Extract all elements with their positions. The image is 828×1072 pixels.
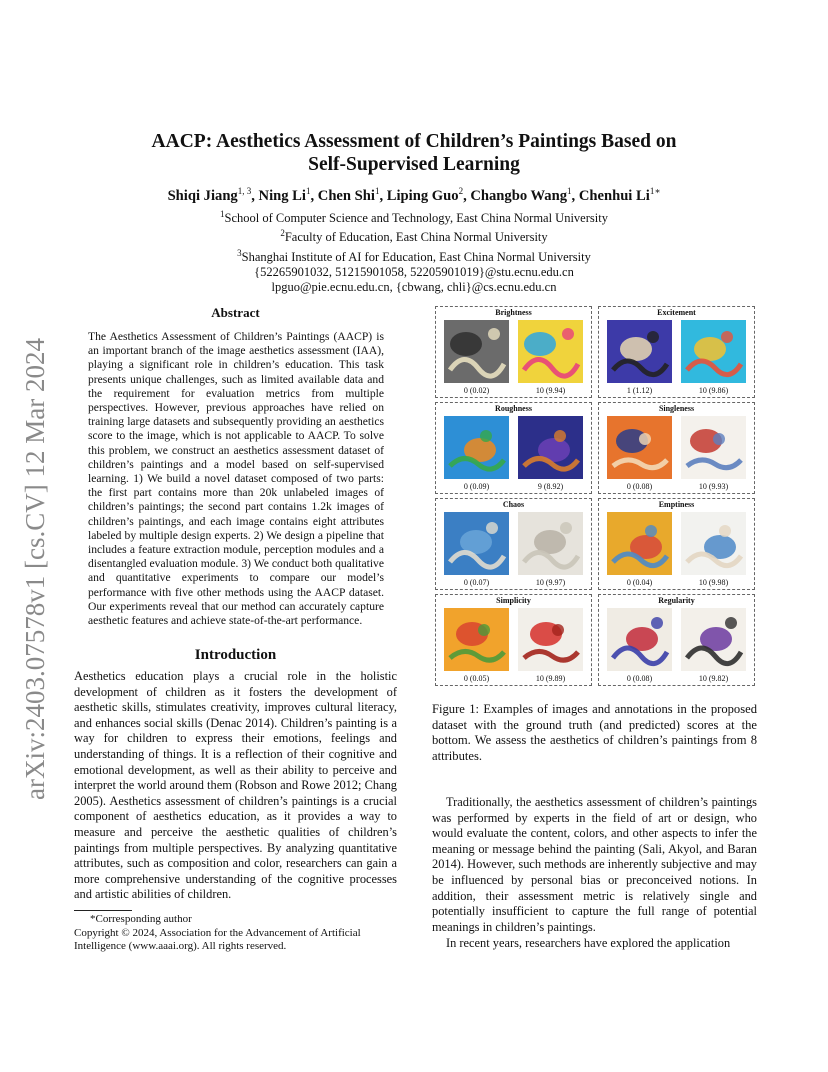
figure-panel-emptiness [598, 498, 755, 590]
panel-title: Brightness [495, 308, 532, 317]
score-label: 1 (1.12) [626, 386, 653, 395]
score-label: 0 (0.08) [626, 482, 653, 491]
affiliation: $^1$School of Computer Science and Technology, East China Normal University [220, 209, 608, 226]
panel-title: Regularity [658, 596, 695, 605]
author: Liping Guo$^2$ [386, 186, 464, 204]
score-label: 10 (9.82) [698, 674, 729, 683]
painting-thumbnail [681, 416, 746, 479]
author: Changbo Wang$^1$ [470, 186, 572, 204]
painting-thumbnail [444, 416, 509, 479]
arxiv-identifier: arXiv:2403.07578v1 [cs.CV] 12 Mar 2024 [20, 338, 50, 800]
affiliations [74, 207, 754, 295]
panel-title: Emptiness [658, 500, 695, 509]
score-label: 0 (0.02) [463, 386, 490, 395]
panel-title: Excitement [657, 308, 696, 317]
painting-thumbnail [681, 512, 746, 575]
score-label: 0 (0.09) [463, 482, 490, 491]
body-paragraph: Traditionally, the aesthetics assessment of children’s paintings was performed by experts in the field of art or design, who would evaluate the content, colors, and other aspects to infer the meaning or message behind the painting (Sali, Akyol, and Baran 2014). However, such methods are inherently subjective and may be influenced by personal bias or preconceived notions. In addition, their assessment metric is relatively single and potentially insufficient to capture the full range of potential meanings in children’s paintings. [432, 795, 757, 934]
score-label: 10 (9.97) [535, 578, 566, 587]
painting-thumbnail [607, 320, 672, 383]
score-label: 0 (0.05) [463, 674, 490, 683]
author: Ning Li$^1$ [258, 186, 311, 204]
footnote [74, 913, 397, 954]
abstract-heading: Abstract [211, 305, 260, 320]
figure-1 [435, 306, 755, 688]
title-line-1: AACP: Aesthetics Assessment of Children’s Paintings Based on [151, 131, 677, 152]
introduction-text: Aesthetics education plays a crucial role in the holistic development of children as it fosters the development of aesthetic skills, stimulates creativity, improves cultural literacy, and enhances social skills (Denac 2014). Children’s painting is a way for children to express their emotions, feelings and understanding of things. It is a reflection of their cognitive and emotional development, as well as their ability to perceive and interpret the world around them (Robson and Rowe 2012; Chang 2005). Aesthetics assessment of children’s paintings is a crucial component of aesthetics education, as it provides a way to measure and perceive the aesthetic qualities of children’s paintings from multiple perspectives. By analyzing quantitative attributes, such as composition and color, researchers can gain a more comprehensive understanding of the cognitive processes and artistic abilities of children. [74, 669, 397, 902]
email-line: {52265901032, 51215901058, 52205901019}@stu.ecnu.edu.cn [254, 265, 574, 280]
figure-panel-singleness [598, 402, 755, 494]
copyright-notice: Copyright © 2024, Association for the Advancement of Artificial Intelligence (www.aaai.org). All rights reserved. [74, 926, 361, 952]
author: Chen Shi$^1$ [317, 186, 380, 204]
introduction-heading: Introduction [194, 647, 277, 663]
score-label: 10 (9.89) [535, 674, 566, 683]
affiliation: $^2$Faculty of Education, East China Normal University [280, 228, 548, 245]
affiliation: $^3$Shanghai Institute of AI for Education, East China Normal University [237, 247, 591, 264]
figure-panel-regularity [598, 594, 755, 686]
painting-thumbnail [607, 416, 672, 479]
score-label: 9 (8.92) [537, 482, 564, 491]
score-label: 0 (0.08) [626, 674, 653, 683]
footnote-divider [74, 910, 132, 911]
painting-thumbnail [444, 608, 509, 671]
figure-panel-brightness [435, 306, 592, 398]
figure-panel-excitement [598, 306, 755, 398]
painting-thumbnail [681, 608, 746, 671]
score-label: 10 (9.86) [698, 386, 729, 395]
corresponding-author-note: *Corresponding author [90, 913, 192, 925]
author-list: Shiqi Jiang$^{1, 3}$, Ning Li$^1$, Chen Shi$^1$, Liping Guo$^2$, Changbo Wang$^1$, Chenhui $Li^{1∗}$ [167, 186, 661, 204]
painting-thumbnail [444, 320, 509, 383]
score-label: 0 (0.07) [463, 578, 490, 587]
painting-thumbnail [681, 320, 746, 383]
painting-thumbnail [518, 416, 583, 479]
score-label: 10 (9.98) [698, 578, 729, 587]
figure-panel-roughness [435, 402, 592, 494]
abstract-text: The Aesthetics Assessment of Children’s Paintings (AACP) is an important branch of the image aesthetics assessment (IAA), playing a significant role in children’s education. This task presents unique challenges, such as limited available data and the requirement for evaluation metrics from multiple perspectives. However, previous approaches have relied on training large datasets and subsequently providing an aesthetics score to the image, which is not applicable to AACP. To solve this problem, we construct an aesthetics assessment dataset of children’s paintings and a model based on self-supervised learning. 1) We build a novel dataset composed of two parts: the first part contains more than 20k unlabeled images of children’s paintings; the second part contains 1.2k images of children’s paintings, and each image contains eight attributes labeled by multiple design experts. 2) We design a pipeline that includes a feature extraction module, perception modules and a disentangled evaluation module. 3) We conduct both qualitative and quantitative experiments to compare our model’s performance with five other methods using the AACP dataset. Our experiments reveal that our method can accurately capture aesthetic features and achieve state-of-the-art performance. [88, 330, 384, 628]
title-line-2: Self-Supervised Learning [308, 154, 520, 175]
score-label: 10 (9.94) [535, 386, 566, 395]
figure-panel-chaos [435, 498, 592, 590]
painting-thumbnail [607, 608, 672, 671]
body-paragraph: In recent years, researchers have explored the application [446, 936, 731, 950]
email-line: lpguo@pie.ecnu.edu.cn, {cbwang, chli}@cs.ecnu.edu.cn [271, 280, 557, 295]
painting-thumbnail [518, 320, 583, 383]
panel-title: Simplicity [496, 596, 531, 605]
score-label: 10 (9.93) [698, 482, 729, 491]
figure-caption: Figure 1: Examples of images and annotations in the proposed dataset with the ground truth (and predicted) scores at the bottom. We assess the aesthetics of children’s paintings from 8 attributes. [432, 702, 757, 763]
painting-thumbnail [518, 512, 583, 575]
painting-thumbnail [518, 608, 583, 671]
painting-thumbnail [607, 512, 672, 575]
score-label: 0 (0.04) [626, 578, 653, 587]
panel-title: Singleness [658, 404, 695, 413]
author: Chenhui $Li^{1∗}$ [578, 186, 661, 204]
painting-thumbnail [444, 512, 509, 575]
author: Shiqi Jiang$^{1, 3}$ [167, 186, 252, 204]
panel-title: Chaos [502, 500, 525, 509]
paper-title [74, 130, 754, 176]
panel-title: Roughness [495, 404, 532, 413]
figure-panel-simplicity [435, 594, 592, 686]
